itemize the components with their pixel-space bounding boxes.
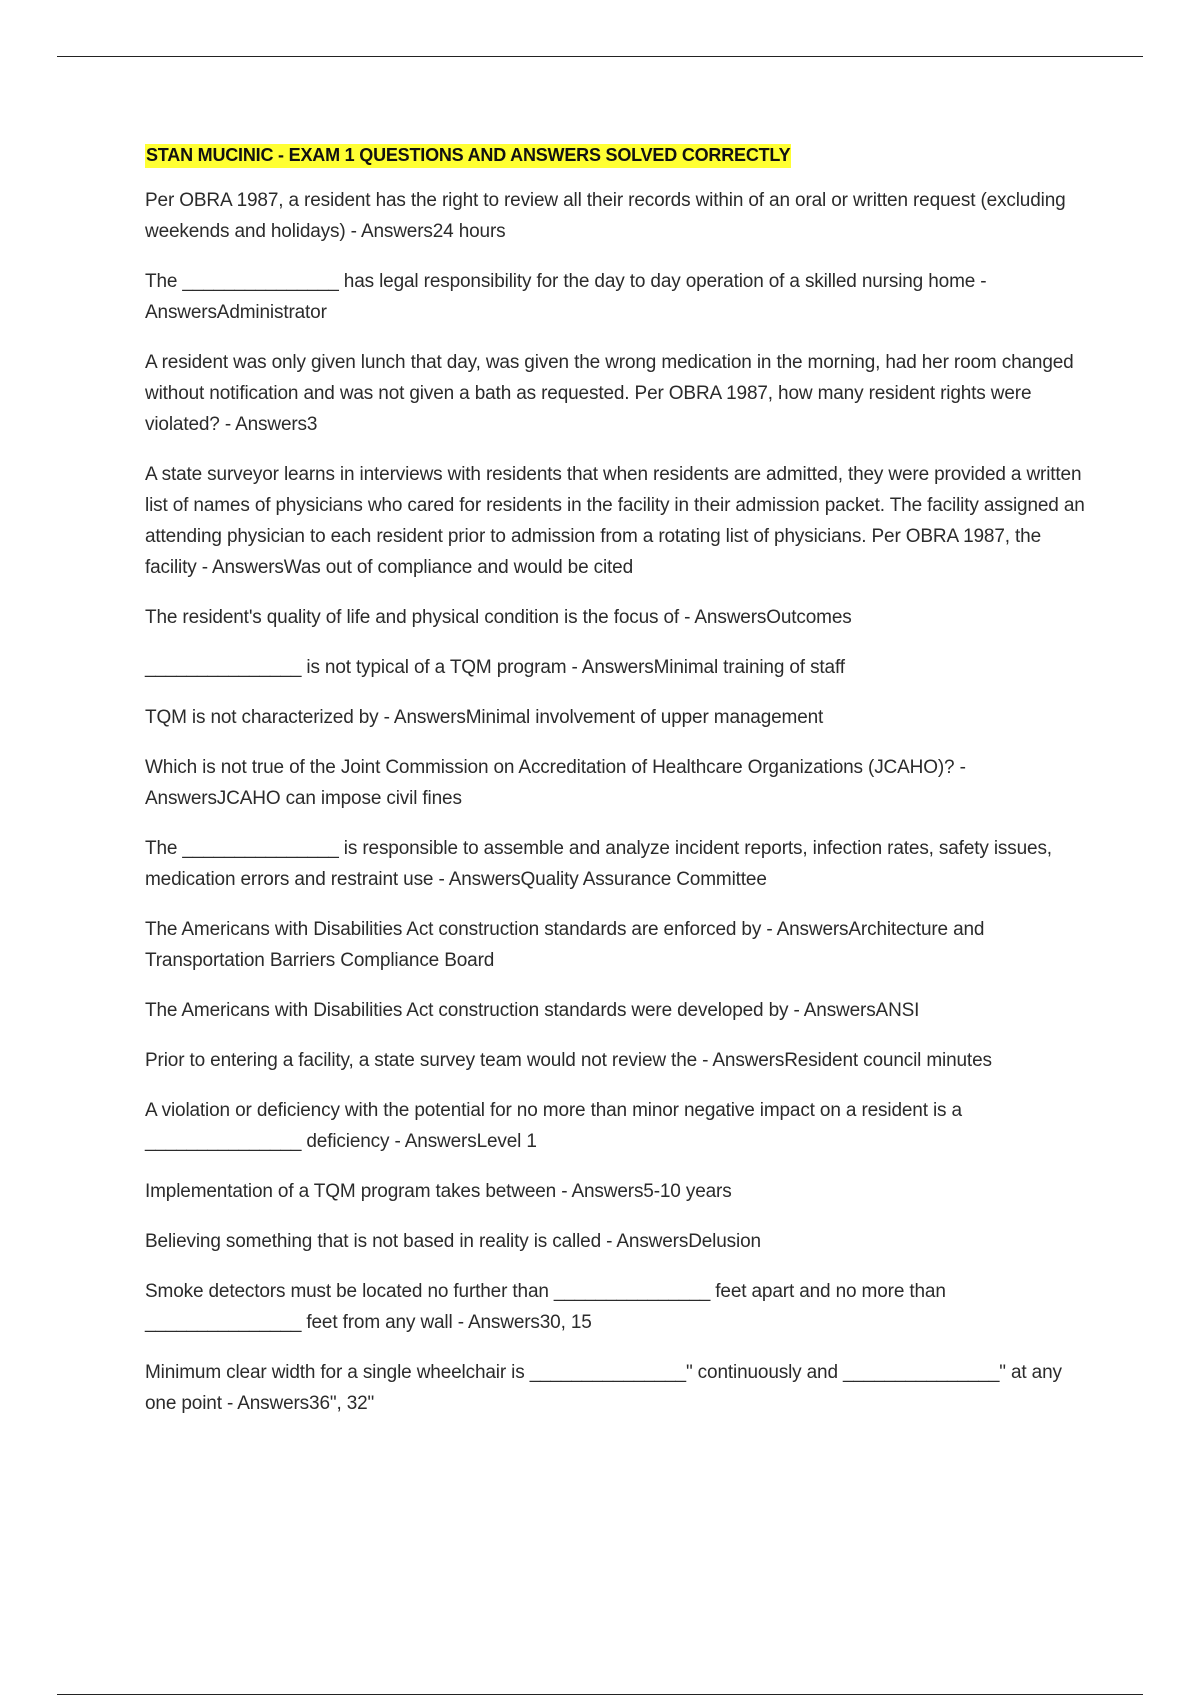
qa-item: A violation or deficiency with the potential for no more than minor negative impact on a resident is a _______________ deficiency - AnswersLevel 1 bbox=[145, 1100, 968, 1152]
document-body bbox=[145, 144, 1090, 1438]
qa-item: The Americans with Disabilities Act construction standards were developed by - AnswersANSI bbox=[145, 1000, 920, 1021]
qa-item: A state surveyor learns in interviews with residents that when residents are admitted, they were provided a written list of names of physicians who cared for residents in the facility in their admission packet. The facility assigned an attending physician to each resident prior to admission from a rotating list of physicians. Per OBRA 1987, the facility - AnswersWas out of compliance and would be cited bbox=[145, 464, 1090, 578]
qa-item: Implementation of a TQM program takes between - Answers5-10 years bbox=[145, 1181, 732, 1202]
qa-item: Prior to entering a facility, a state survey team would not review the - AnswersResident council minutes bbox=[145, 1050, 992, 1071]
document-title: STAN MUCINIC - EXAM 1 QUESTIONS AND ANSWERS SOLVED CORRECTLY bbox=[145, 144, 791, 168]
qa-item: The _______________ has legal responsibility for the day to day operation of a skilled nursing home - AnswersAdministrator bbox=[145, 271, 991, 323]
footer-rule bbox=[57, 1694, 1143, 1695]
qa-item: The _______________ is responsible to assemble and analyze incident reports, infection rates, safety issues, medication errors and restraint use - AnswersQuality Assurance Committee bbox=[145, 838, 1058, 890]
header-rule bbox=[57, 56, 1143, 57]
qa-item: A resident was only given lunch that day, was given the wrong medication in the morning, had her room changed without notification and was not given a bath as requested. Per OBRA 1987, how many resident rights were violated? - Answers3 bbox=[145, 352, 1079, 435]
qa-item: TQM is not characterized by - AnswersMinimal involvement of upper management bbox=[145, 707, 824, 728]
qa-item: The resident's quality of life and physical condition is the focus of - AnswersOutcomes bbox=[145, 607, 852, 628]
qa-item: Smoke detectors must be located no further than _______________ feet apart and no more than _______________ feet from any wall - Answers30, 15 bbox=[145, 1281, 951, 1333]
qa-item: _______________ is not typical of a TQM program - AnswersMinimal training of staff bbox=[145, 657, 845, 678]
qa-item: Minimum clear width for a single wheelchair is _______________" continuously and _______________" at any one point - Answers36", 32" bbox=[145, 1362, 1067, 1414]
qa-item: Believing something that is not based in reality is called - AnswersDelusion bbox=[145, 1231, 761, 1252]
qa-item: The Americans with Disabilities Act construction standards are enforced by - AnswersArchitecture and Transportation Barriers Compliance Board bbox=[145, 919, 990, 971]
qa-item: Per OBRA 1987, a resident has the right to review all their records within of an oral or written request (excluding weekends and holidays) - Answers24 hours bbox=[145, 190, 1071, 242]
qa-item: Which is not true of the Joint Commission on Accreditation of Healthcare Organizations (JCAHO)? - AnswersJCAHO can impose civil fines bbox=[145, 757, 970, 809]
